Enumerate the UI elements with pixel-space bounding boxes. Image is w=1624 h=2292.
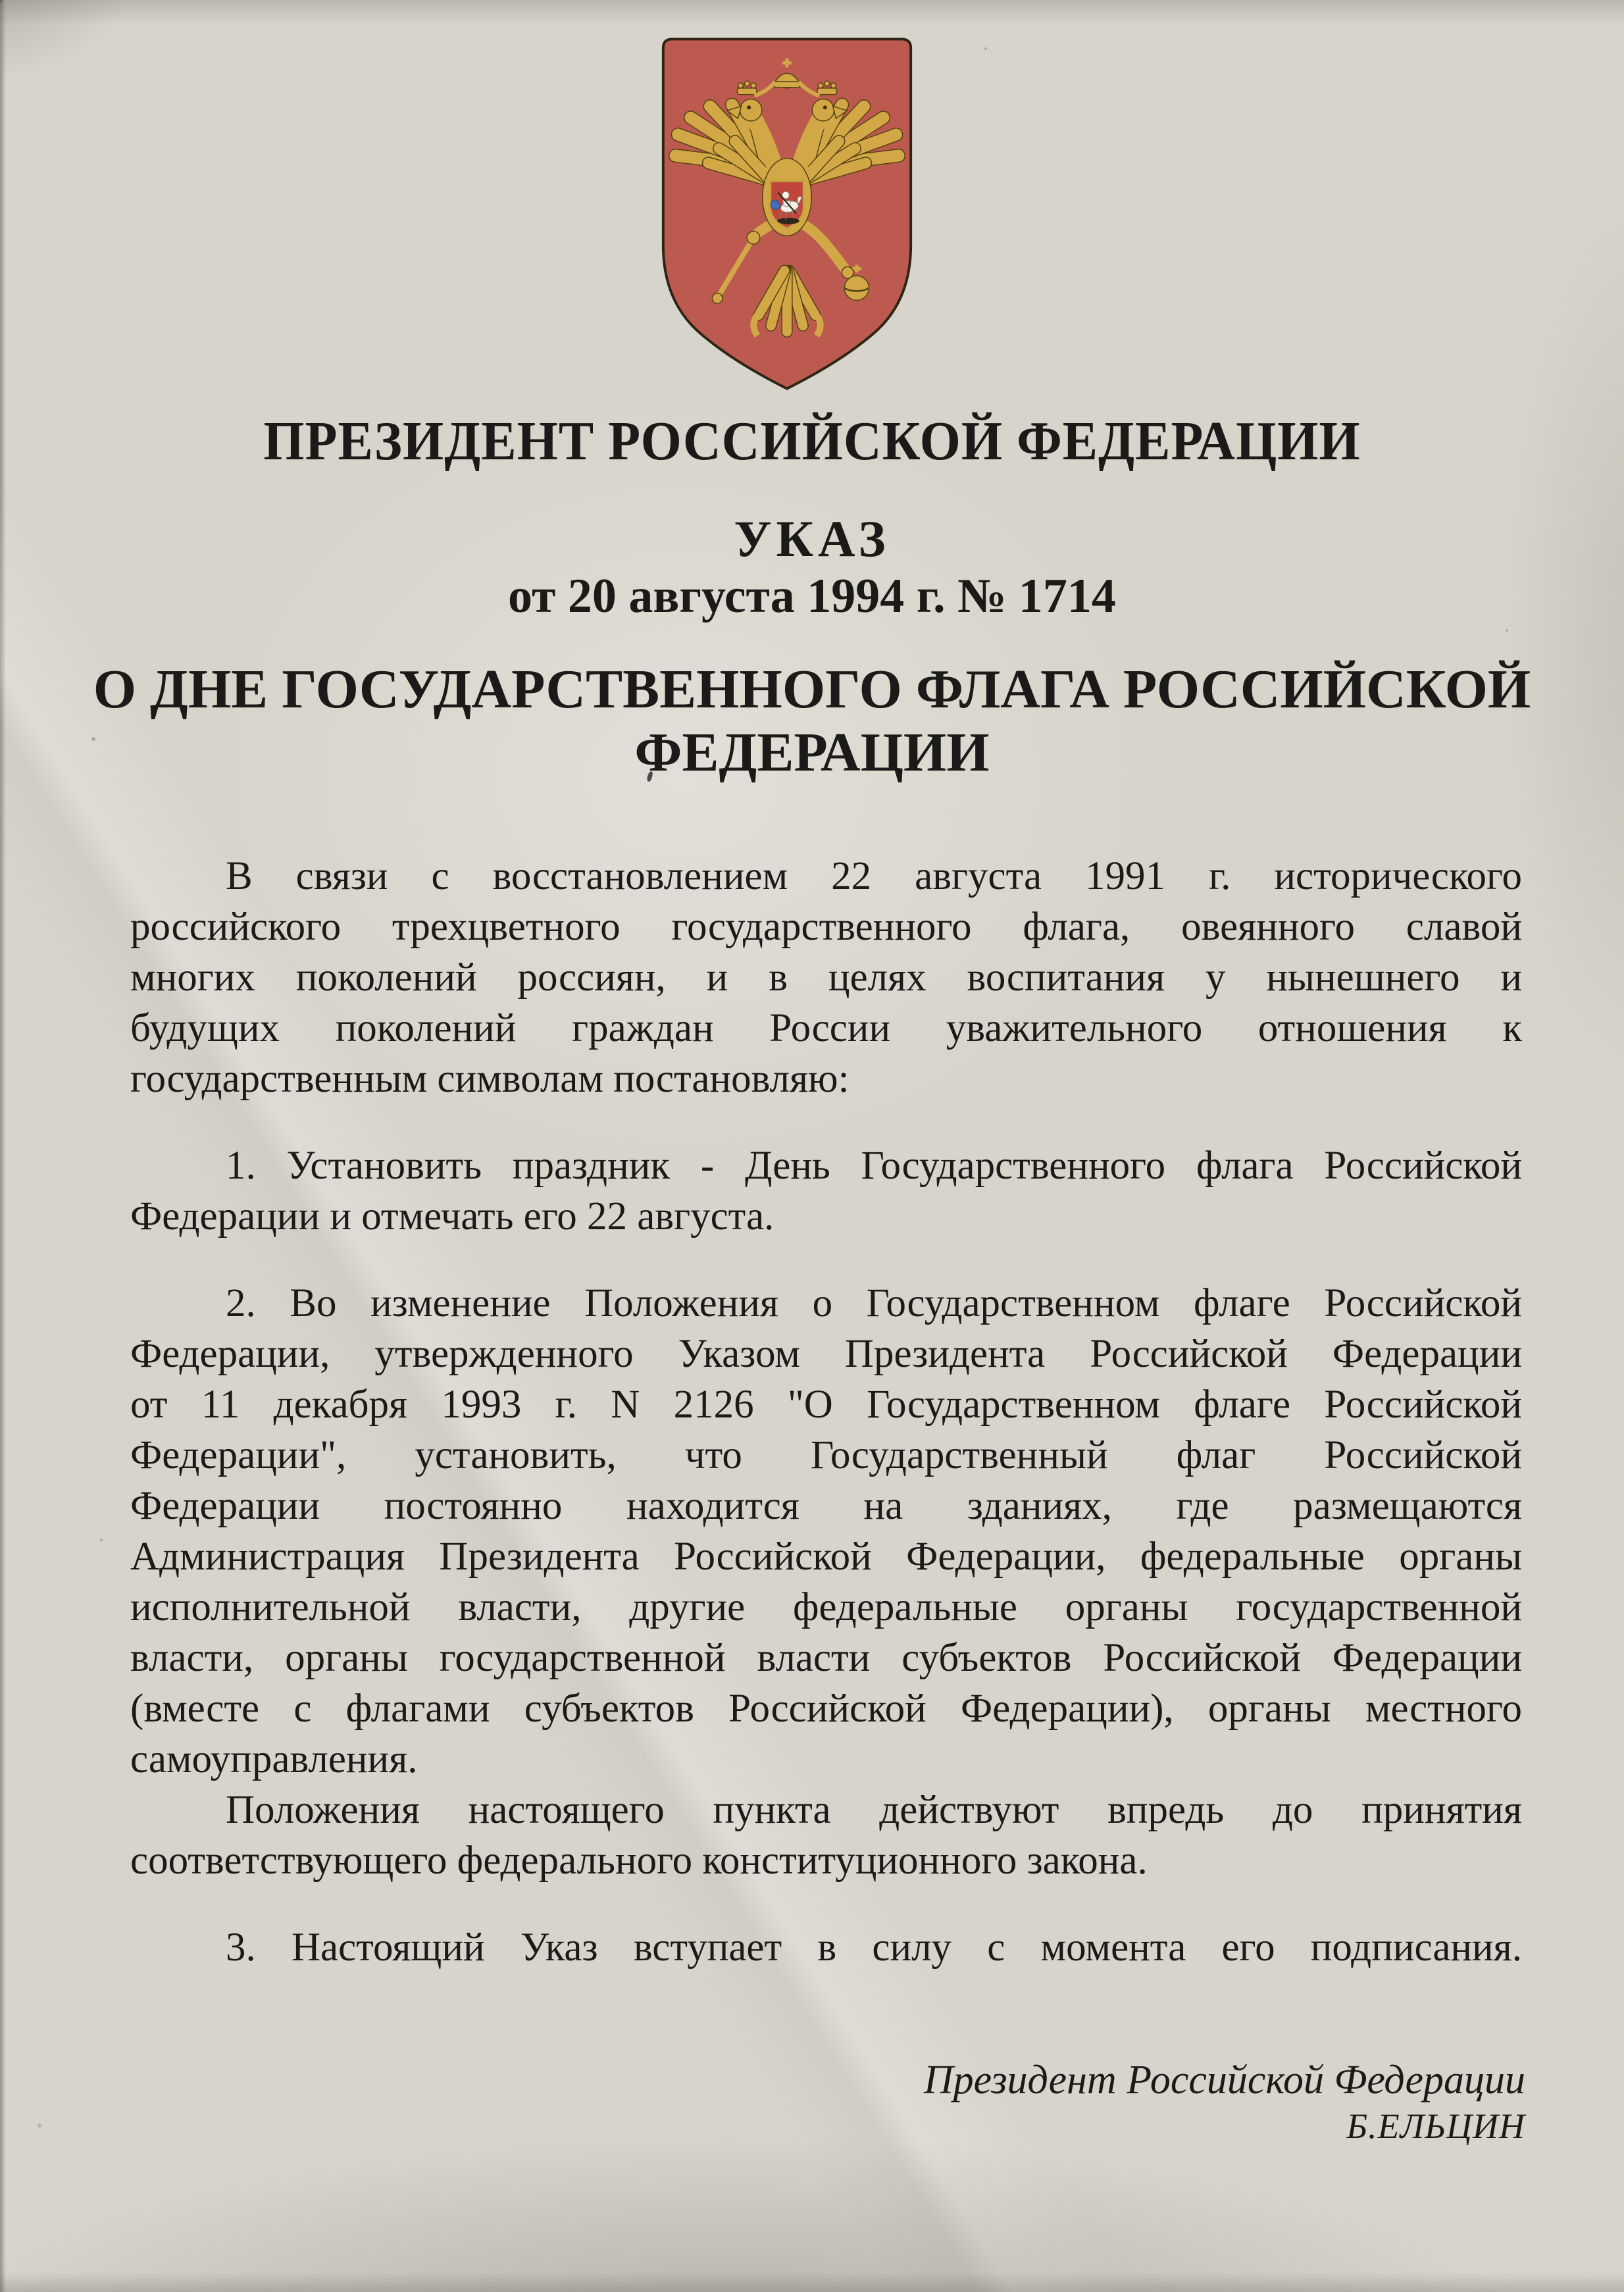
- body-line: соответствующего федерального конституционного закона.: [130, 1839, 1148, 1883]
- russia-coat-of-arms-icon: [658, 30, 916, 396]
- paragraph: [130, 1922, 1522, 1973]
- body-line: исполнительной власти, другие федеральные органы государственной: [130, 1585, 1522, 1629]
- body-line: российского трехцветного государственного флага, овеянного славой: [130, 905, 1522, 949]
- body-line: Федерации и отмечать его 22 августа.: [130, 1194, 774, 1238]
- body-line: от 11 декабря 1993 г. N 2126 "О Государственном флаге Российской: [130, 1383, 1522, 1427]
- body-line: будущих поколений граждан России уважительного отношения к: [130, 1006, 1522, 1050]
- body-line: (вместе с флагами субъектов Российской Федерации), органы местного: [130, 1687, 1522, 1731]
- paragraph: [130, 1278, 1522, 1785]
- body-line: 2. Во изменение Положения о Государственном флаге Российской: [226, 1281, 1522, 1325]
- scan-speckles: [0, 0, 3, 3]
- body-line: 1. Установить праздник - День Государственного флага Российской: [226, 1144, 1522, 1188]
- body-line: Федерации, утвержденного Указом Президента Российской Федерации: [130, 1332, 1522, 1376]
- body-line: Федерации", установить, что Государственный флаг Российской: [130, 1433, 1522, 1477]
- decree-subject-title: [66, 658, 1558, 784]
- body-line: многих поколений россиян, и в целях воспитания у нынешнего и: [130, 955, 1522, 1000]
- st-george-inner-shield: [771, 181, 804, 229]
- decree-subject-line1: О ДНЕ ГОСУДАРСТВЕННОГО ФЛАГА РОССИЙСКОЙ: [93, 659, 1531, 720]
- body-line: государственным символам постановляю:: [130, 1057, 850, 1101]
- signature-block: [924, 2057, 1525, 2149]
- signature-name: Б.ЕЛЬЦИН: [1346, 2106, 1525, 2146]
- body-line: самоуправления.: [130, 1737, 418, 1781]
- decree-date-number: от 20 августа 1994 г. № 1714: [508, 569, 1116, 623]
- paragraph: [130, 1140, 1522, 1242]
- body-line: В связи с восстановлением 22 августа 1991 г. исторического: [226, 854, 1522, 898]
- paragraph: [130, 1785, 1522, 1886]
- body-line: власти, органы государственной власти субъектов Российской Федерации: [130, 1636, 1522, 1680]
- body-line: Положения настоящего пункта действуют впредь до принятия: [226, 1788, 1522, 1832]
- decree-subject-line2: ФЕДЕРАЦИИ: [634, 722, 990, 783]
- document-type-title: УКАЗ: [734, 510, 890, 567]
- body-line: 3. Настоящий Указ вступает в силу с момента его подписания.: [226, 1925, 1522, 1970]
- paragraph: [130, 851, 1522, 1104]
- signature-title: Президент Российской Федерации: [923, 2058, 1525, 2102]
- document-body: [130, 851, 1522, 1973]
- body-line: Администрация Президента Российской Федерации, федеральные органы: [130, 1535, 1522, 1579]
- body-line: Федерации постоянно находится на зданиях, где размещаются: [130, 1484, 1522, 1528]
- issuing-authority-title: ПРЕЗИДЕНТ РОССИЙСКОЙ ФЕДЕРАЦИИ: [263, 411, 1361, 472]
